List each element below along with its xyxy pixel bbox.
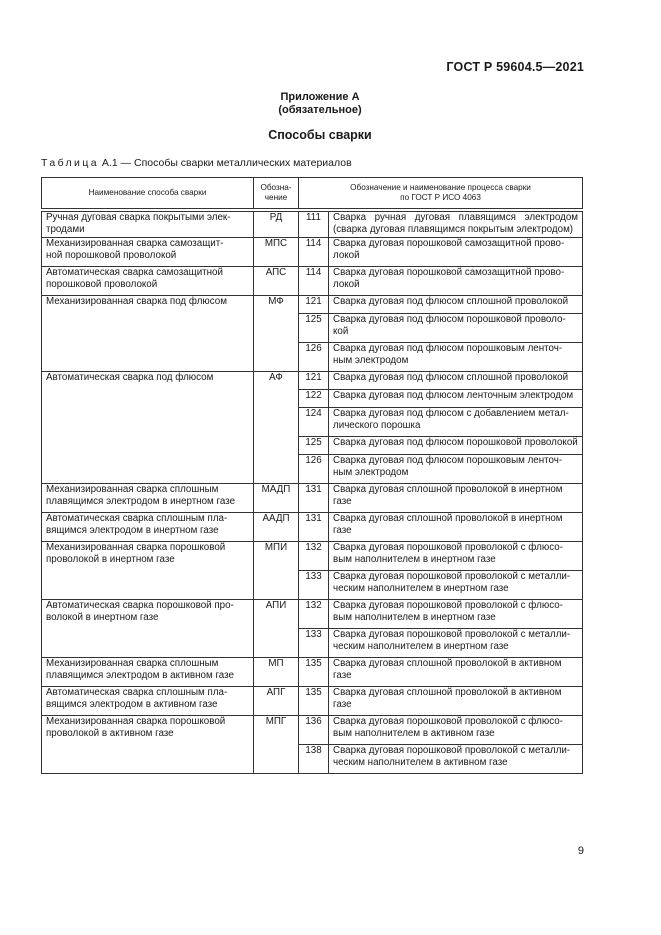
process-description: Сварка дуговая сплошной проволокой в активном газе: [329, 657, 583, 686]
document-code: ГОСТ Р 59604.5—2021: [446, 60, 584, 74]
annex-subtitle: (обязательное): [278, 104, 362, 116]
annex-heading: [0, 91, 640, 117]
process-number: 131: [299, 512, 329, 541]
table-body: [42, 209, 583, 774]
method-name: Ручная дуговая сварка покрытыми элек- тродами: [42, 212, 254, 238]
method-name: Автоматическая сварка порошковой про- волокой в инертном газе: [42, 599, 254, 657]
process-number: 121: [299, 295, 329, 313]
process-description: Сварка дуговая порошковой проволокой с флюсо- вым наполнителем в активном газе: [329, 715, 583, 744]
annex-title: Приложение А: [280, 91, 360, 103]
method-code: РД: [254, 212, 299, 238]
process-number: 135: [299, 657, 329, 686]
method-name: Автоматическая сварка сплошным пла- вящимся электродом в активном газе: [42, 686, 254, 715]
process-number: 133: [299, 570, 329, 599]
process-description: Сварка дуговая порошковой самозащитной прово- локой: [329, 237, 583, 266]
method-code: МП: [254, 657, 299, 686]
header-process: Обозначение и наименование процесса сварки по ГОСТ Р ИСО 4063: [299, 178, 583, 209]
process-number: 131: [299, 483, 329, 512]
method-code: МПИ: [254, 541, 299, 599]
process-description: Сварка дуговая порошковой самозащитной прово- локой: [329, 266, 583, 295]
process-number: 125: [299, 313, 329, 342]
process-number: 132: [299, 541, 329, 570]
process-number: 124: [299, 407, 329, 436]
section-title: Способы сварки: [268, 128, 372, 142]
process-description: Сварка дуговая под флюсом сплошной проволокой: [329, 295, 583, 313]
table-row: [42, 295, 583, 313]
method-name: Механизированная сварка самозащит- ной порошковой проволокой: [42, 237, 254, 266]
header-code: Обозна- чение: [254, 178, 299, 209]
table-row: [42, 686, 583, 715]
table-caption-number: А.1: [101, 157, 118, 169]
table-row: [42, 266, 583, 295]
table-caption-text: — Способы сварки металлических материалов: [117, 157, 352, 169]
method-name: Механизированная сварка порошковой проволокой в активном газе: [42, 715, 254, 773]
table-row: [42, 212, 583, 238]
method-name: Механизированная сварка сплошным плавящимся электродом в инертном газе: [42, 483, 254, 512]
method-code: МАДП: [254, 483, 299, 512]
table-row: [42, 541, 583, 570]
process-number: 136: [299, 715, 329, 744]
method-name: Механизированная сварка порошковой проволокой в инертном газе: [42, 541, 254, 599]
table-row: [42, 715, 583, 744]
process-description: Сварка дуговая сплошной проволокой в инертном газе: [329, 483, 583, 512]
process-description: Сварка дуговая под флюсом порошковым ленточ- ным электродом: [329, 454, 583, 483]
process-number: 114: [299, 237, 329, 266]
method-name: Механизированная сварка сплошным плавящимся электродом в активном газе: [42, 657, 254, 686]
method-code: АФ: [254, 371, 299, 483]
method-code: МПС: [254, 237, 299, 266]
process-description: Сварка дуговая под флюсом порошковой проволокой: [329, 436, 583, 454]
process-number: 138: [299, 744, 329, 773]
process-number: 114: [299, 266, 329, 295]
method-code: МПГ: [254, 715, 299, 773]
table-caption-prefix: Таблица: [41, 157, 99, 169]
method-name: Механизированная сварка под флюсом: [42, 295, 254, 371]
process-number: 132: [299, 599, 329, 628]
header-name: Наименование способа сварки: [42, 178, 254, 209]
method-code: МФ: [254, 295, 299, 371]
method-name: Автоматическая сварка под флюсом: [42, 371, 254, 483]
process-description: Сварка дуговая сплошной проволокой в активном газе: [329, 686, 583, 715]
process-description: Сварка дуговая под флюсом с добавлением метал- лического порошка: [329, 407, 583, 436]
process-number: 121: [299, 371, 329, 389]
table-row: [42, 512, 583, 541]
process-description: Сварка ручная дуговая плавящимся электродом (сварка дуговая плавящимся покрытым электродом): [329, 212, 583, 238]
process-number: 133: [299, 628, 329, 657]
process-number: 125: [299, 436, 329, 454]
method-name: Автоматическая сварка сплошным пла- вящимся электродом в инертном газе: [42, 512, 254, 541]
welding-methods-table: [41, 177, 583, 774]
table-row: [42, 371, 583, 389]
table-row: [42, 483, 583, 512]
process-description: Сварка дуговая под флюсом сплошной проволокой: [329, 371, 583, 389]
method-code: ААДП: [254, 512, 299, 541]
process-description: Сварка дуговая порошковой проволокой с металли- ческим наполнителем в инертном газе: [329, 628, 583, 657]
process-number: 135: [299, 686, 329, 715]
process-number: 126: [299, 454, 329, 483]
process-number: 122: [299, 389, 329, 407]
process-description: Сварка дуговая порошковой проволокой с флюсо- вым наполнителем в инертном газе: [329, 599, 583, 628]
table-header-row: [42, 178, 583, 209]
method-code: АПС: [254, 266, 299, 295]
method-code: АПГ: [254, 686, 299, 715]
method-name: Автоматическая сварка самозащитной порошковой проволокой: [42, 266, 254, 295]
process-description: Сварка дуговая под флюсом порошковой проволо- кой: [329, 313, 583, 342]
method-code: АПИ: [254, 599, 299, 657]
table-caption: [41, 157, 352, 169]
process-description: Сварка дуговая порошковой проволокой с металли- ческим наполнителем в инертном газе: [329, 570, 583, 599]
process-description: Сварка дуговая порошковой проволокой с металли- ческим наполнителем в активном газе: [329, 744, 583, 773]
table-row: [42, 599, 583, 628]
process-number: 126: [299, 342, 329, 371]
process-description: Сварка дуговая под флюсом порошковым ленточ- ным электродом: [329, 342, 583, 371]
table-row: [42, 237, 583, 266]
process-description: Сварка дуговая сплошной проволокой в инертном газе: [329, 512, 583, 541]
page-number: 9: [577, 845, 584, 857]
process-description: Сварка дуговая порошковой проволокой с флюсо- вым наполнителем в инертном газе: [329, 541, 583, 570]
table-row: [42, 657, 583, 686]
process-number: 111: [299, 212, 329, 238]
process-description: Сварка дуговая под флюсом ленточным электродом: [329, 389, 583, 407]
